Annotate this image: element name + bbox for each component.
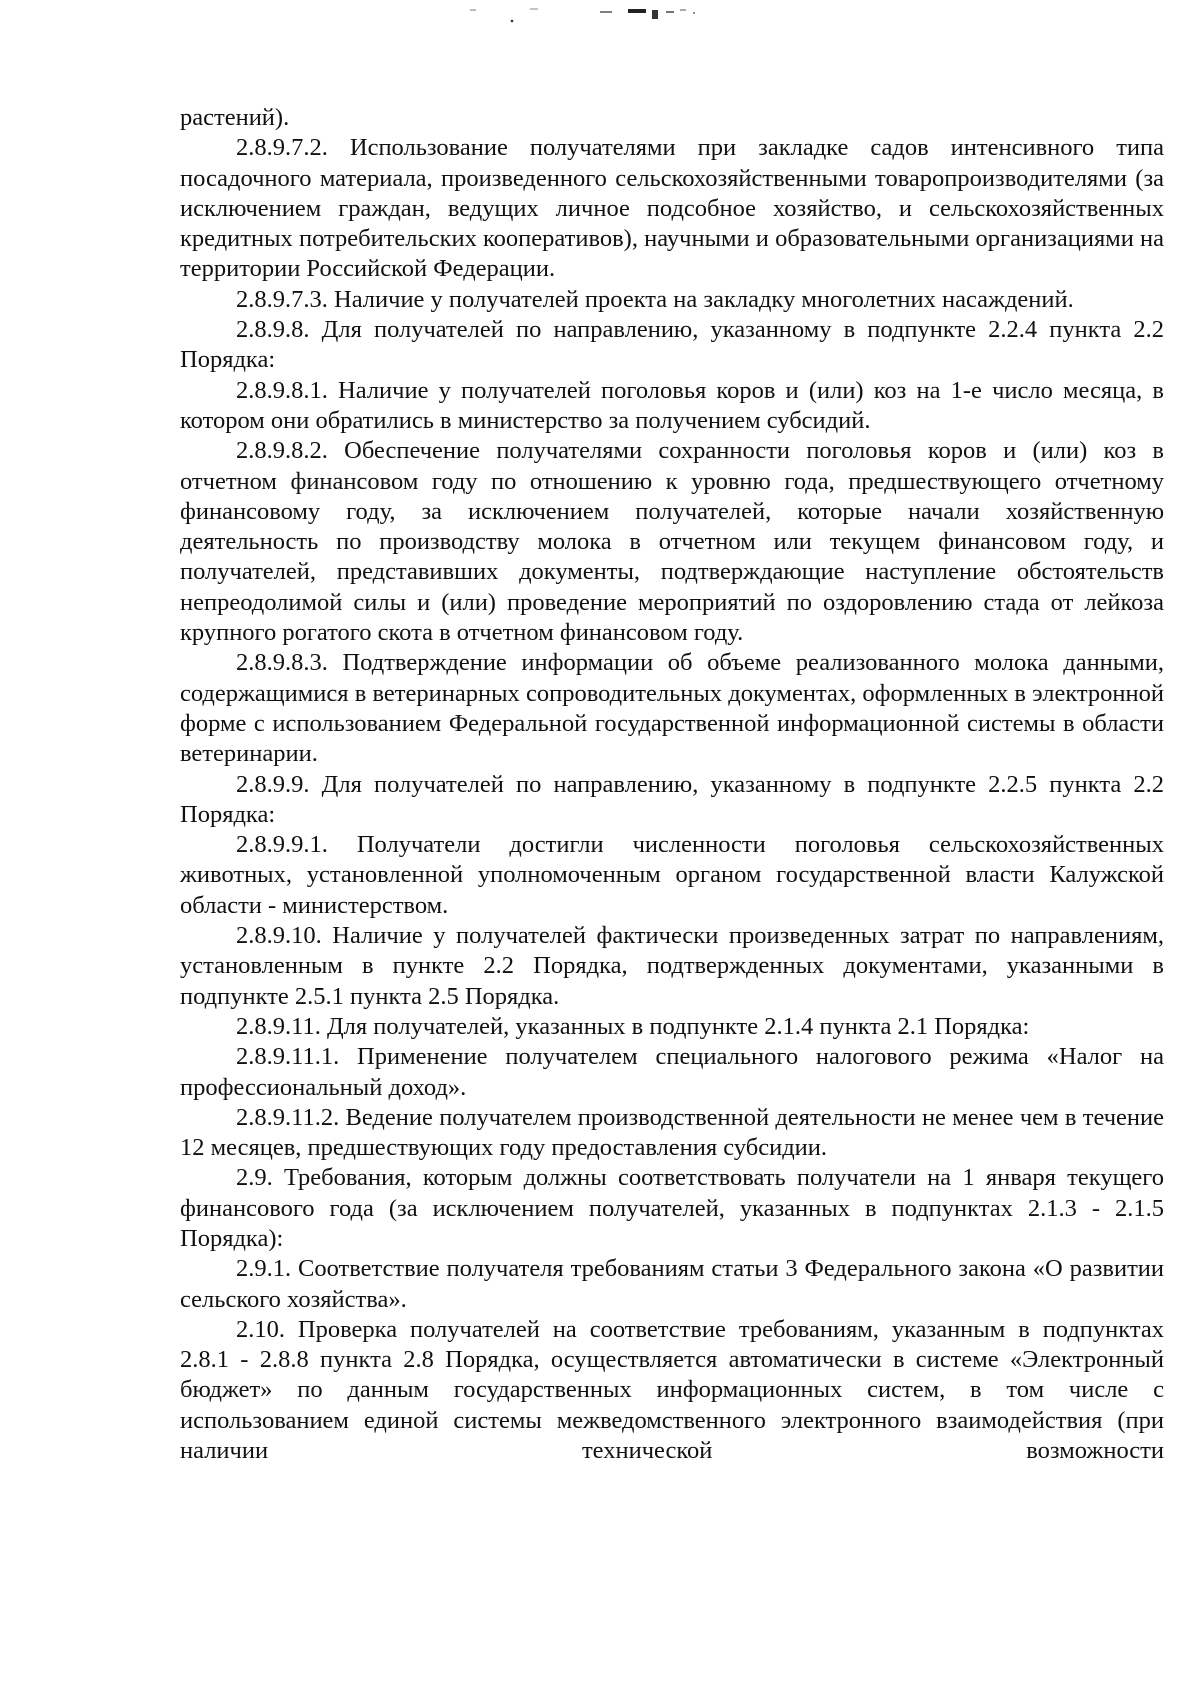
paragraph: 2.8.9.11. Для получателей, указанных в подпункте 2.1.4 пункта 2.1 Порядка: [236, 1012, 1030, 1040]
paragraph: 2.8.9.8.1. Наличие у получателей поголовья коров и (или) коз на 1-е число месяца, в котором они обратились в министерство за получением субсидий. [180, 376, 1164, 434]
paragraph: 2.8.9.7.3. Наличие у получателей проекта на закладку многолетних насаждений. [236, 285, 1074, 313]
paragraph: растений). [180, 104, 290, 131]
paragraph: 2.8.9.8.2. Обеспечение получателями сохранности поголовья коров и (или) коз в отчетном финансовом году по отношению к уровню года, предшествующего отчетному финансовому году, за исключением получателей, которые начали хозяйственную деятельность по производству молока в отчетном или текущем финансовом году, и получателей, представивших документы, подтверждающие наступление обстоятельств непреодолимой силы и (или) проведение мероприятий по оздоровлению стада от лейкоза крупного рогатого скота в отчетном финансовом году. [180, 437, 1164, 647]
paragraph: 2.8.9.8. Для получателей по направлению, указанному в подпункте 2.2.4 пункта 2.2 Порядка: [180, 316, 1164, 374]
paragraph: 2.10. Проверка получателей на соответствие требованиям, указанным в подпунктах 2.8.1 - 2.8.8 пункта 2.8 Порядка, осуществляется автоматически в системе «Электронный бюджет» по данным государственных информационных систем, в том числе с использованием единой системы межведомственного электронного взаимодействия (при наличии технической возможности [180, 1315, 1164, 1465]
paragraph: 2.8.9.9.1. Получатели достигли численности поголовья сельскохозяйственных животных, установленной уполномоченным органом государственной власти Калужской области - министерством. [180, 831, 1164, 919]
paragraph: 2.9.1. Соответствие получателя требованиям статьи 3 Федерального закона «О развитии сельского хозяйства». [180, 1255, 1164, 1313]
paragraph: 2.8.9.11.2. Ведение получателем производственной деятельности не менее чем в течение 12 месяцев, предшествующих году предоставления субсидии. [180, 1103, 1164, 1162]
paragraph: 2.8.9.7.2. Использование получателями при закладке садов интенсивного типа посадочного материала, произведенного сельскохозяйственными товаропроизводителями (за исключением граждан, ведущих личное подсобное хозяйство, и сельскохозяйственных кредитных потребительских кооперативов), научными и образовательными организациями на территории Российской Федерации. [180, 134, 1164, 283]
scan-artifact-marks [470, 4, 800, 26]
paragraph: 2.8.9.11.1. Применение получателем специального налогового режима «Налог на профессиональный доход». [180, 1043, 1164, 1101]
document-body [180, 103, 1164, 1466]
paragraph: 2.8.9.8.3. Подтверждение информации об объеме реализованного молока данными, содержащимися в ветеринарных сопроводительных документах, оформленных в электронной форме с использованием Федеральной государственной информационной системы в области ветеринарии. [180, 649, 1164, 768]
paragraph: 2.8.9.10. Наличие у получателей фактически произведенных затрат по направлениям, установленным в пункте 2.2 Порядка, подтвержденных документами, указанными в подпункте 2.5.1 пункта 2.5 Порядка. [180, 922, 1164, 1010]
paragraph: 2.9. Требования, которым должны соответствовать получатели на 1 января текущего финансового года (за исключением получателей, указанных в подпунктах 2.1.3 - 2.1.5 Порядка): [180, 1164, 1164, 1252]
paragraph: 2.8.9.9. Для получателей по направлению, указанному в подпункте 2.2.5 пункта 2.2 Порядка: [180, 770, 1164, 828]
